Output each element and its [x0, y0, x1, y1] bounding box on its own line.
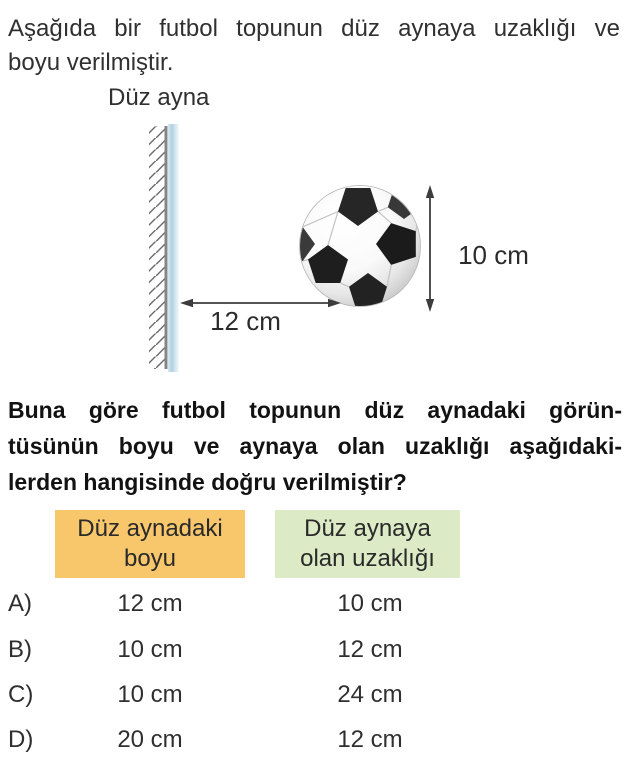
option-distance-value: 10 cm: [337, 590, 403, 617]
intro-line-2: boyu verilmiştir.: [8, 49, 174, 76]
intro-line-1: Aşağıda bir futbol topunun düz aynaya uzaklığı ve: [8, 15, 620, 42]
height-label: 10 cm: [458, 240, 529, 270]
option-row-a: [0, 590, 626, 620]
prompt-line-3: lerden hangisinde doğru verilmiştir?: [8, 469, 407, 495]
option-letter: B): [8, 636, 32, 663]
header-image-distance: [275, 510, 460, 578]
mirror-label: Düz ayna: [108, 84, 210, 111]
option-height-value: 10 cm: [117, 681, 183, 708]
option-letter: A): [8, 590, 32, 617]
option-letter: D): [8, 726, 34, 753]
mirror-surface: [168, 124, 179, 372]
question-intro: [8, 12, 620, 80]
header-image-distance-line-2: olan uzaklığı: [300, 545, 435, 572]
option-distance-value: 12 cm: [337, 726, 403, 753]
mirror-hatching: [149, 126, 165, 369]
prompt-line-2: tüsünün boyu ve aynaya olan uzaklığı aşağıdaki-: [8, 433, 622, 459]
prompt-line-1: Buna göre futbol topunun düz aynadaki görün-: [8, 397, 622, 423]
option-row-c: [0, 681, 626, 711]
soccer-ball-illustration: [282, 186, 420, 310]
height-arrow: [426, 185, 434, 312]
header-image-distance-line-1: Düz aynaya: [304, 515, 431, 542]
header-image-height: [55, 510, 245, 578]
option-row-d: [0, 726, 626, 756]
option-letter: C): [8, 681, 34, 708]
question-prompt: [8, 392, 622, 500]
option-height-value: 20 cm: [117, 726, 183, 753]
header-image-height-line-1: Düz aynadaki: [77, 515, 223, 542]
option-height-value: 12 cm: [117, 590, 183, 617]
option-row-b: [0, 636, 626, 666]
option-distance-value: 24 cm: [337, 681, 403, 708]
flat-mirror: [149, 124, 179, 372]
distance-label: 12 cm: [210, 306, 281, 336]
option-distance-value: 12 cm: [337, 636, 403, 663]
option-height-value: 10 cm: [117, 636, 183, 663]
header-image-height-line-2: boyu: [123, 545, 177, 572]
